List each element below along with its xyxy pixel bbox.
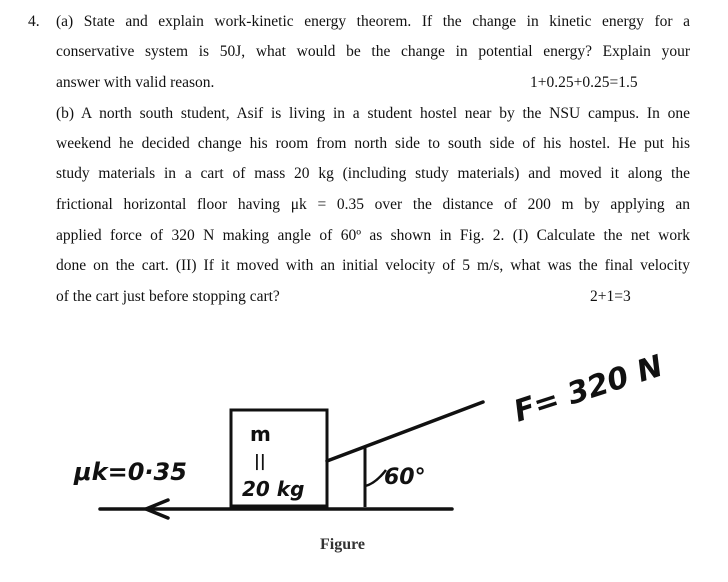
angle-arc [365, 470, 386, 486]
force-label: F= 320 N [509, 348, 668, 430]
part-b-line-7: of the cart just before stopping cart? [56, 288, 280, 305]
figure-caption: Figure [320, 536, 366, 553]
part-a-points: 1+0.25+0.25=1.5 [530, 74, 638, 91]
mass-value: 20 kg [242, 477, 305, 501]
part-a-line-2: conservative system is 50J, what would be the change in potential energy? Explain your [56, 43, 690, 60]
part-b-line-3: study materials in a cart of mass 20 kg (including study materials) and moved it along the [56, 165, 690, 182]
part-b-line-6: done on the cart. (II) If it moved with an initial velocity of 5 m/s, what was the final velocity [56, 257, 690, 274]
force-line [327, 402, 483, 461]
part-a-line-1: (a) State and explain work-kinetic energy theorem. If the change in kinetic energy for a [56, 13, 690, 30]
equals-symbol: || [254, 451, 266, 470]
part-b-line-5: applied force of 320 N making angle of 60º as shown in Fig. 2. (I) Calculate the net work [56, 227, 690, 244]
friction-label: μk=0·35 [74, 458, 187, 486]
mass-symbol: m [250, 422, 271, 446]
part-b-line-2: weekend he decided change his room from north side to south side of his hostel. He put his [56, 135, 690, 152]
question-number: 4. [28, 13, 40, 30]
part-b-points: 2+1=3 [590, 288, 631, 305]
part-b-line-4: frictional horizontal floor having μk = 0.35 over the distance of 200 m by applying an [56, 196, 690, 213]
angle-label: 60° [384, 465, 426, 490]
part-a-line-3: answer with valid reason. [56, 74, 215, 91]
part-b-line-1: (b) A north south student, Asif is living in a student hostel near by the NSU campus. In one [56, 105, 690, 122]
